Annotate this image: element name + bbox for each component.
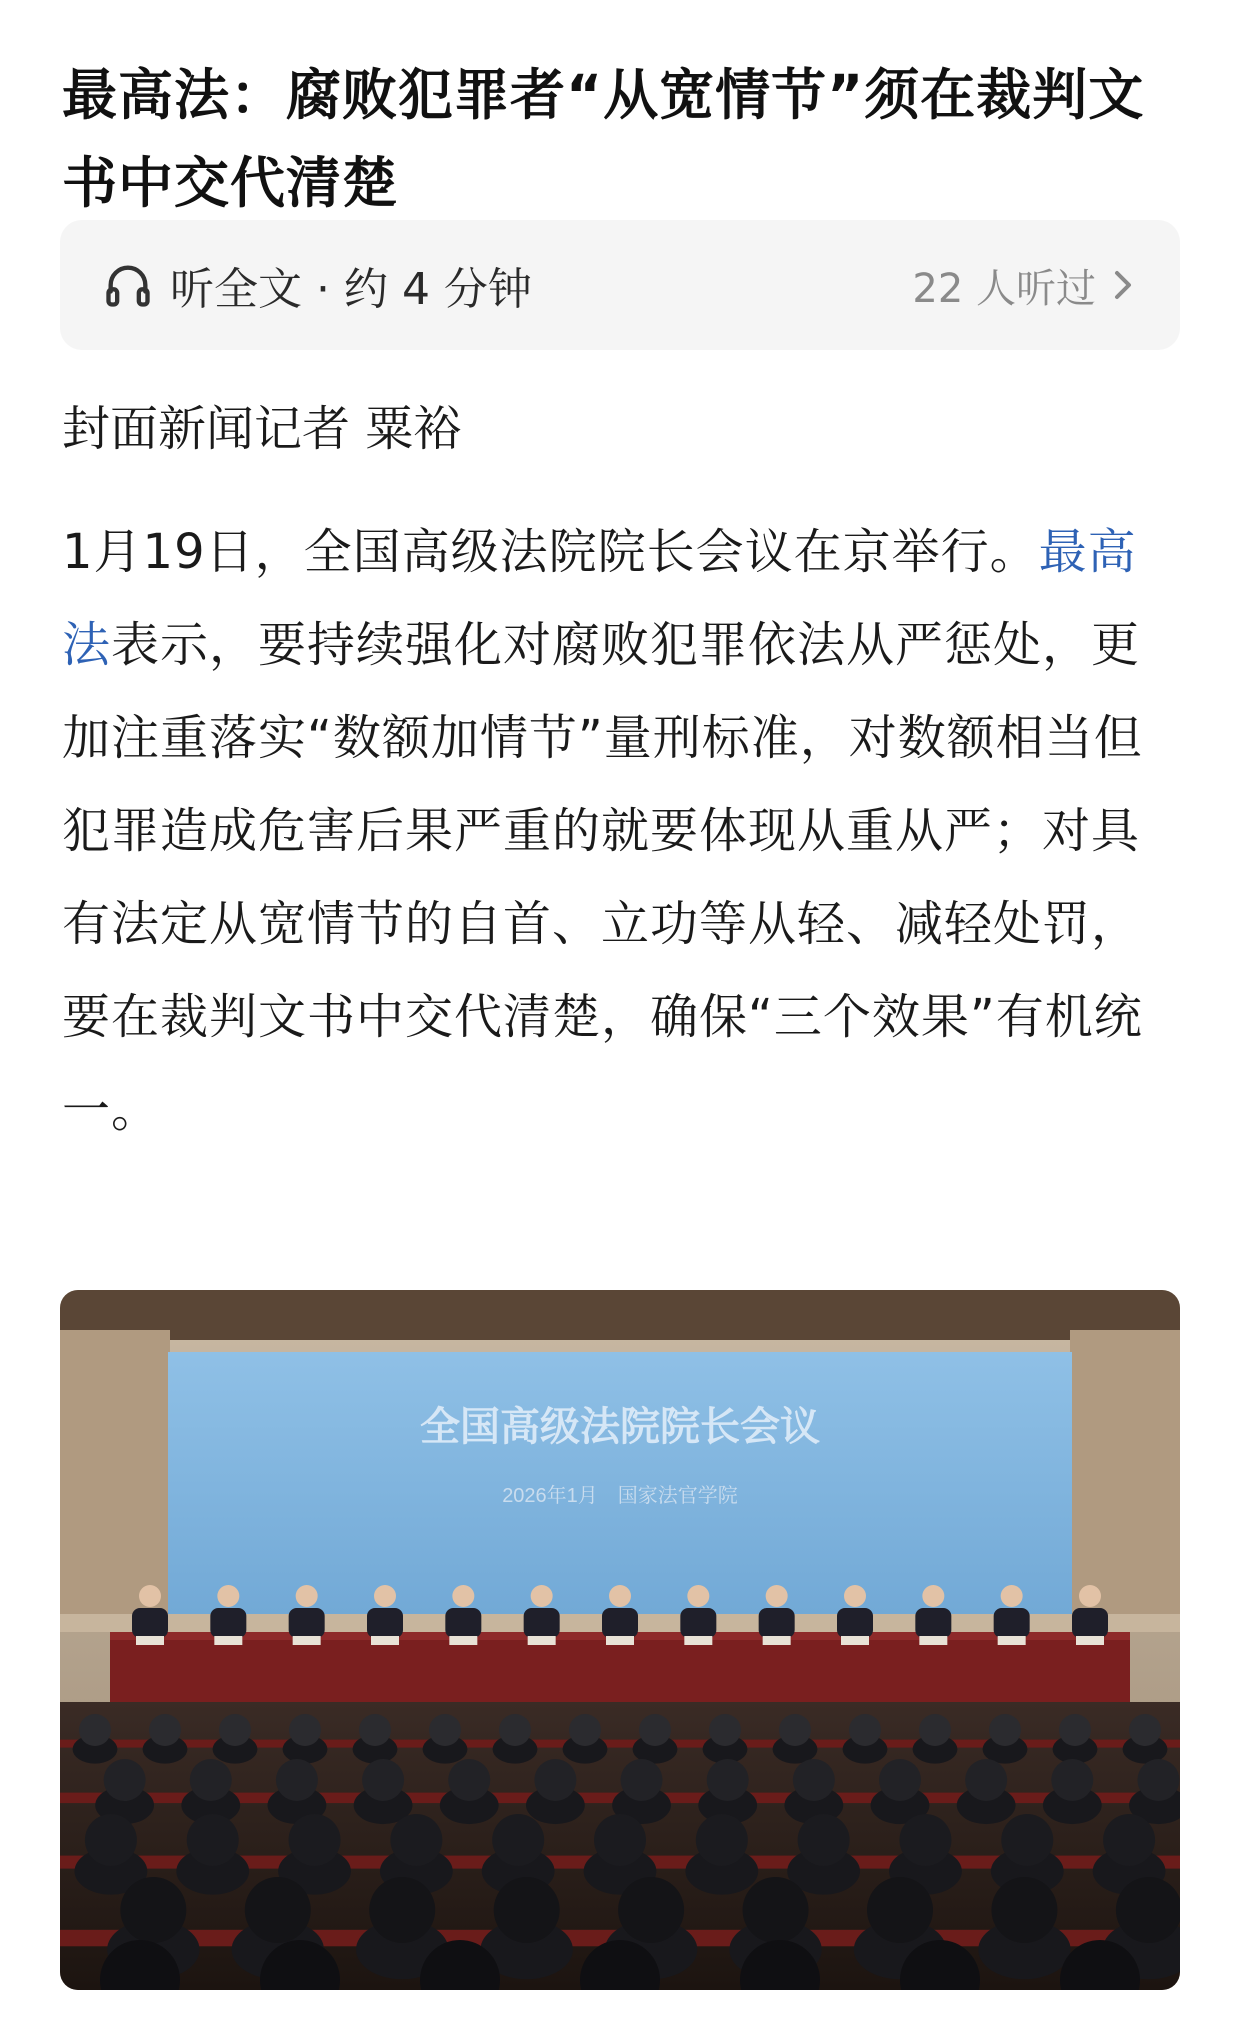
attendee-head xyxy=(429,1714,461,1746)
attendee-head xyxy=(899,1814,951,1866)
official-body xyxy=(524,1608,560,1638)
attendee-head xyxy=(779,1714,811,1746)
name-card xyxy=(684,1636,712,1645)
official-head xyxy=(531,1585,553,1607)
listen-count: 22 人听过 xyxy=(912,265,1096,312)
attendee-head xyxy=(707,1759,749,1801)
official-head xyxy=(452,1585,474,1607)
attendee-head xyxy=(919,1714,951,1746)
attendee-head xyxy=(359,1714,391,1746)
name-card xyxy=(998,1636,1026,1645)
attendee-head xyxy=(245,1877,311,1943)
conference-photo-illustration xyxy=(60,1290,1180,1990)
official-body xyxy=(367,1608,403,1638)
official-body xyxy=(445,1608,481,1638)
attendee-head xyxy=(879,1759,921,1801)
paragraph-text-end: 表示，要持续强化对腐败犯罪依法从严惩处，更加注重落实“数额加情节”量刑标准，对数额相当但犯罪造成危害后果严重的就要体现从重从严；对具有法定从宽情节的自首、立功等从轻、减轻处罚，要在裁判文书中交代清楚，确保“三个效果”有机统一。 xyxy=(62,617,1143,1138)
conference-photo xyxy=(60,1290,1180,1990)
attendee-head xyxy=(1137,1759,1179,1801)
name-card xyxy=(528,1636,556,1645)
name-card xyxy=(293,1636,321,1645)
attendee-head xyxy=(709,1714,741,1746)
attendee-head xyxy=(743,1877,809,1943)
official-body xyxy=(210,1608,246,1638)
attendee-head xyxy=(362,1759,404,1801)
listen-full-text-bar[interactable] xyxy=(60,220,1180,350)
name-card xyxy=(606,1636,634,1645)
name-card xyxy=(136,1636,164,1645)
official-body xyxy=(289,1608,325,1638)
attendee-head xyxy=(448,1759,490,1801)
official-body xyxy=(837,1608,873,1638)
name-card xyxy=(449,1636,477,1645)
official-head xyxy=(922,1585,944,1607)
attendee-head xyxy=(390,1814,442,1866)
byline: 封面新闻记者 粟裕 xyxy=(62,401,462,457)
attendee-head xyxy=(798,1814,850,1866)
attendee-head xyxy=(1103,1814,1155,1866)
article-paragraph xyxy=(62,506,1184,1157)
article-title: 最高法：腐败犯罪者“从宽情节”须在裁判文书中交代清楚 xyxy=(62,62,1145,215)
official-head xyxy=(217,1585,239,1607)
name-card xyxy=(214,1636,242,1645)
screen-subtitle: 2026年1月 国家法官学院 xyxy=(502,1485,738,1507)
attendee-head xyxy=(289,1714,321,1746)
attendee-head xyxy=(79,1714,111,1746)
official-head xyxy=(1001,1585,1023,1607)
official-head xyxy=(609,1585,631,1607)
name-card xyxy=(841,1636,869,1645)
official-head xyxy=(1079,1585,1101,1607)
attendee-head xyxy=(276,1759,318,1801)
attendee-head xyxy=(219,1714,251,1746)
audio-duration-label: 听全文 · 约 4 分钟 xyxy=(170,264,532,315)
attendee-head xyxy=(965,1759,1007,1801)
name-card xyxy=(763,1636,791,1645)
official-head xyxy=(296,1585,318,1607)
name-card xyxy=(371,1636,399,1645)
attendee-head xyxy=(989,1714,1021,1746)
attendee-head xyxy=(594,1814,646,1866)
name-card xyxy=(919,1636,947,1645)
attendee-head xyxy=(639,1714,671,1746)
attendee-head xyxy=(867,1877,933,1943)
official-head xyxy=(139,1585,161,1607)
name-card xyxy=(1076,1636,1104,1645)
screen-title: 全国高级法院院长会议 xyxy=(420,1405,820,1449)
official-head xyxy=(844,1585,866,1607)
attendee-head xyxy=(85,1814,137,1866)
attendee-head xyxy=(1059,1714,1091,1746)
listen-count-group[interactable] xyxy=(912,257,1134,314)
official-head xyxy=(766,1585,788,1607)
attendee-head xyxy=(1051,1759,1093,1801)
supreme-court-link[interactable]: 最高法 xyxy=(62,524,1137,673)
attendee-head xyxy=(849,1714,881,1746)
attendee-head xyxy=(1116,1877,1180,1943)
attendee-head xyxy=(793,1759,835,1801)
official-body xyxy=(759,1608,795,1638)
official-head xyxy=(687,1585,709,1607)
official-body xyxy=(680,1608,716,1638)
attendee-head xyxy=(190,1759,232,1801)
attendee-head xyxy=(1001,1814,1053,1866)
chevron-right-icon xyxy=(1112,269,1134,301)
attendee-head xyxy=(991,1877,1057,1943)
official-body xyxy=(915,1608,951,1638)
attendee-head xyxy=(1129,1714,1161,1746)
attendee-head xyxy=(492,1814,544,1866)
attendee-head xyxy=(534,1759,576,1801)
attendee-head xyxy=(696,1814,748,1866)
attendee-head xyxy=(569,1714,601,1746)
attendee-head xyxy=(494,1877,560,1943)
attendee-head xyxy=(149,1714,181,1746)
headphones-icon xyxy=(102,259,154,311)
attendee-head xyxy=(618,1877,684,1943)
attendee-head xyxy=(499,1714,531,1746)
official-body xyxy=(602,1608,638,1638)
paragraph-text-start: 1月19日，全国高级法院院长会议在京举行。 xyxy=(62,524,1039,580)
official-body xyxy=(994,1608,1030,1638)
official-body xyxy=(1072,1608,1108,1638)
official-head xyxy=(374,1585,396,1607)
attendee-head xyxy=(104,1759,146,1801)
attendee-head xyxy=(120,1877,186,1943)
official-body xyxy=(132,1608,168,1638)
attendee-head xyxy=(369,1877,435,1943)
attendee-head xyxy=(621,1759,663,1801)
attendee-head xyxy=(289,1814,341,1866)
attendee-head xyxy=(187,1814,239,1866)
